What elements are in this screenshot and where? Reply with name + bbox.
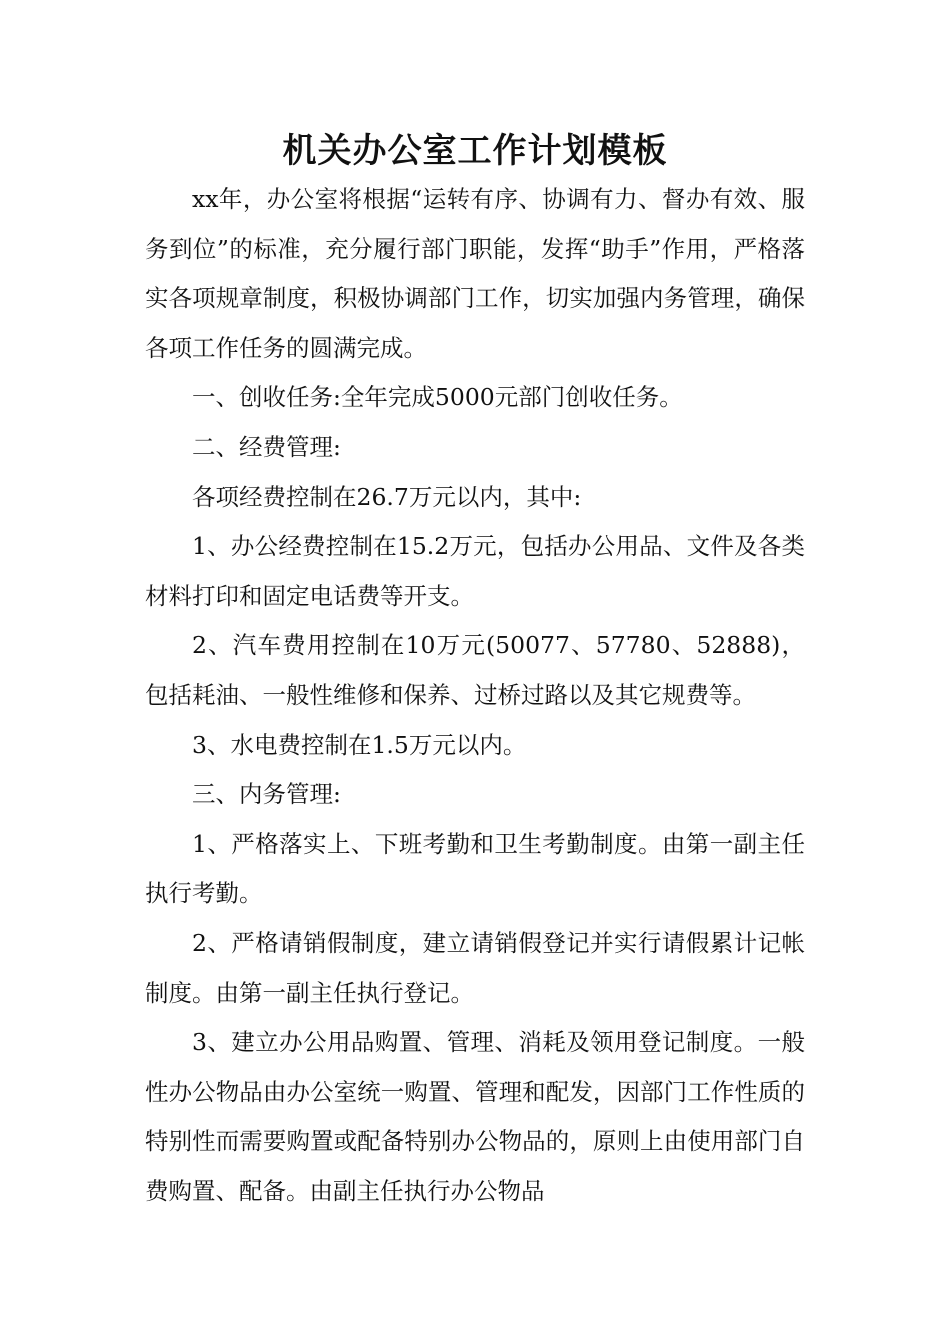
paragraph-office-funds: 1、办公经费控制在15.2万元，包括办公用品、文件及各类材料打印和固定电话费等开支。: [145, 532, 805, 610]
heading-internal-management: 三、内务管理:: [192, 780, 341, 809]
document-page: [145, 127, 805, 1216]
document-title: 机关办公室工作计划模板: [282, 131, 668, 171]
paragraph-intro: xx年，办公室将根据“运转有序、协调有力、督办有效、服务到位”的标准，充分履行部门职能，发挥“助手”作用，严格落实各项规章制度，积极协调部门工作，切实加强内务管理，确保各项工作任务的圆满完成。: [145, 185, 805, 362]
paragraph-utilities: 3、水电费控制在1.5万元以内。: [192, 730, 527, 759]
paragraph-funding-total: 各项经费控制在26.7万元以内，其中:: [192, 482, 582, 511]
paragraph-vehicle-costs: 2、汽车费用控制在10万元(50077、57780、52888)，包括耗油、一般性维修和保养、过桥过路以及其它规费等。: [145, 631, 805, 709]
paragraph-attendance: 1、严格落实上、下班考勤和卫生考勤制度。由第一副主任执行考勤。: [145, 829, 805, 908]
paragraph-office-supplies: 3、建立办公用品购置、管理、消耗及领用登记制度。一般性办公物品由办公室统一购置、管理和配发，因部门工作性质的特别性而需要购置或配备特别办公物品的，原则上由使用部门自费购置、配备。由副主任执行办公物品: [145, 1028, 805, 1205]
heading-funding-management: 二、经费管理:: [192, 432, 341, 461]
paragraph-leave-system: 2、严格请销假制度，建立请销假登记并实行请假累计记帐制度。由第一副主任执行登记。: [145, 928, 805, 1007]
paragraph-revenue-task: 一、创收任务:全年完成5000元部门创收任务。: [192, 383, 683, 412]
